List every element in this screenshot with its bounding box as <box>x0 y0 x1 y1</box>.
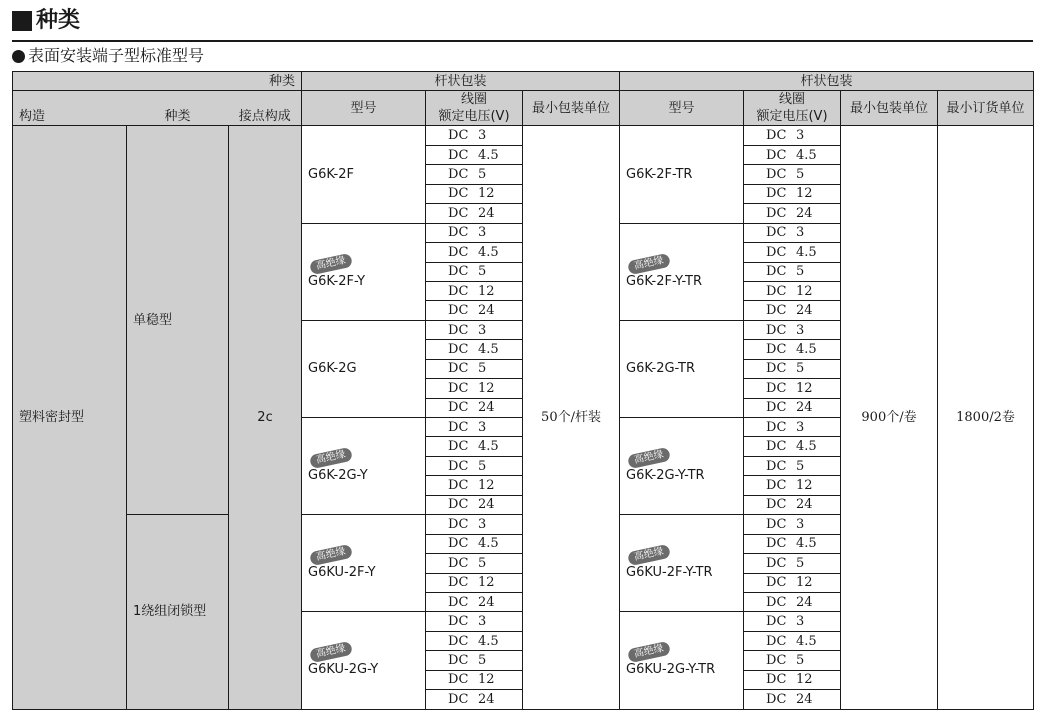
voltage-value: 5 <box>478 458 487 474</box>
voltage-cell <box>426 281 523 300</box>
high-insulation-badge: 高绝缘 <box>309 447 353 469</box>
voltage-cell <box>744 223 841 242</box>
section-title-text: 种类 <box>36 8 81 33</box>
subtitle <box>12 45 204 67</box>
voltage-cell <box>744 631 841 650</box>
model-cell-left <box>302 612 426 709</box>
voltage-value: 12 <box>796 283 813 299</box>
model-cell-right <box>620 320 744 417</box>
voltage-dc: DC <box>448 672 469 688</box>
voltage-cell <box>426 262 523 281</box>
header-minorder: 最小订货单位 <box>938 91 1034 126</box>
model-name: G6K-2F-TR <box>626 167 693 183</box>
voltage-value: 12 <box>796 575 813 591</box>
model-name: G6K-2G-Y <box>308 468 368 484</box>
voltage-dc: DC <box>448 322 469 338</box>
voltage-dc: DC <box>448 555 469 571</box>
voltage-value: 24 <box>796 691 813 707</box>
model-cell-left <box>302 126 426 223</box>
voltage-cell <box>744 204 841 223</box>
voltage-value: 5 <box>796 652 805 668</box>
voltage-dc: DC <box>448 478 469 494</box>
voltage-dc: DC <box>448 167 469 183</box>
model-cell-right <box>620 126 744 223</box>
voltage-dc: DC <box>448 303 469 319</box>
header-coil-left-line1: 线圈 <box>461 92 488 108</box>
voltage-dc: DC <box>448 439 469 455</box>
voltage-value: 3 <box>478 419 487 435</box>
voltage-dc: DC <box>448 536 469 552</box>
voltage-dc: DC <box>766 439 787 455</box>
model-name: G6KU-2F-Y <box>308 565 376 581</box>
voltage-dc: DC <box>766 594 787 610</box>
header-coil-right <box>744 91 841 126</box>
voltage-value: 24 <box>478 303 495 319</box>
voltage-dc: DC <box>766 516 787 532</box>
voltage-cell <box>744 456 841 475</box>
voltage-value: 24 <box>478 497 495 513</box>
voltage-value: 24 <box>796 205 813 221</box>
header-row-1 <box>13 72 1034 91</box>
model-name: G6K-2F <box>308 167 354 183</box>
voltage-dc: DC <box>766 361 787 377</box>
header-minpack-left: 最小包装单位 <box>523 91 620 126</box>
voltage-dc: DC <box>766 478 787 494</box>
model-cell-right <box>620 418 744 515</box>
voltage-value: 12 <box>478 478 495 494</box>
voltage-cell <box>426 573 523 592</box>
voltage-cell <box>744 612 841 631</box>
voltage-dc: DC <box>448 341 469 357</box>
voltage-value: 4.5 <box>478 633 499 649</box>
voltage-cell <box>426 165 523 184</box>
voltage-value: 5 <box>796 264 805 280</box>
reel-min-pack-cell: 900个/卷 <box>841 126 938 709</box>
voltage-cell <box>426 651 523 670</box>
voltage-dc: DC <box>766 341 787 357</box>
voltage-dc: DC <box>766 380 787 396</box>
square-bullet-icon <box>12 11 32 31</box>
voltage-cell <box>744 359 841 378</box>
header-coil-left <box>426 91 523 126</box>
voltage-dc: DC <box>766 303 787 319</box>
voltage-value: 5 <box>796 167 805 183</box>
high-insulation-badge: 高绝缘 <box>309 253 353 275</box>
voltage-cell <box>744 495 841 514</box>
voltage-cell <box>744 592 841 611</box>
voltage-value: 24 <box>796 497 813 513</box>
header-coil-right-line1: 线圈 <box>779 92 806 108</box>
voltage-dc: DC <box>448 205 469 221</box>
voltage-value: 4.5 <box>478 147 499 163</box>
voltage-cell <box>426 184 523 203</box>
voltage-cell <box>426 398 523 417</box>
voltage-cell <box>744 437 841 456</box>
contact-cell: 2c <box>229 126 302 709</box>
stick-min-pack-cell: 50个/杆装 <box>523 126 620 709</box>
voltage-cell <box>744 165 841 184</box>
voltage-dc: DC <box>766 244 787 260</box>
voltage-value: 3 <box>796 614 805 630</box>
voltage-value: 12 <box>796 186 813 202</box>
model-name: G6K-2G <box>308 361 357 377</box>
type-cell: 1绕组闭锁型 <box>127 515 229 709</box>
voltage-cell <box>426 223 523 242</box>
voltage-cell <box>426 612 523 631</box>
voltage-dc: DC <box>766 536 787 552</box>
voltage-cell <box>744 281 841 300</box>
voltage-value: 24 <box>478 400 495 416</box>
voltage-value: 4.5 <box>478 439 499 455</box>
high-insulation-badge: 高绝缘 <box>627 253 671 275</box>
voltage-dc: DC <box>448 225 469 241</box>
voltage-dc: DC <box>766 633 787 649</box>
voltage-dc: DC <box>766 672 787 688</box>
voltage-dc: DC <box>448 147 469 163</box>
model-name: G6KU-2G-Y-TR <box>626 662 716 678</box>
voltage-dc: DC <box>448 419 469 435</box>
header-model-left: 型号 <box>302 91 426 126</box>
voltage-cell <box>426 495 523 514</box>
voltage-cell <box>744 262 841 281</box>
voltage-dc: DC <box>448 283 469 299</box>
voltage-value: 24 <box>796 303 813 319</box>
voltage-cell <box>744 340 841 359</box>
voltage-cell <box>744 243 841 262</box>
voltage-value: 3 <box>478 614 487 630</box>
model-name: G6KU-2G-Y <box>308 662 379 678</box>
voltage-cell <box>426 515 523 534</box>
voltage-cell <box>426 204 523 223</box>
voltage-dc: DC <box>448 186 469 202</box>
voltage-cell <box>426 301 523 320</box>
reel-min-order-cell: 1800/2卷 <box>938 126 1034 709</box>
header-minpack-right: 最小包装单位 <box>841 91 938 126</box>
voltage-dc: DC <box>766 167 787 183</box>
voltage-cell <box>744 515 841 534</box>
voltage-dc: DC <box>766 225 787 241</box>
voltage-value: 4.5 <box>796 633 817 649</box>
model-table <box>12 71 1034 710</box>
model-name: G6K-2G-TR <box>626 361 696 377</box>
voltage-dc: DC <box>448 633 469 649</box>
voltage-cell <box>744 418 841 437</box>
table-body <box>13 126 1034 709</box>
voltage-dc: DC <box>448 516 469 532</box>
voltage-cell <box>744 398 841 417</box>
structure-cell: 塑料密封型 <box>13 126 127 709</box>
voltage-dc: DC <box>448 380 469 396</box>
voltage-value: 4.5 <box>478 244 499 260</box>
voltage-value: 3 <box>478 322 487 338</box>
model-cell-right <box>620 223 744 320</box>
model-cell-left <box>302 515 426 612</box>
voltage-cell <box>426 340 523 359</box>
voltage-cell <box>426 456 523 475</box>
high-insulation-badge: 高绝缘 <box>627 544 671 566</box>
voltage-dc: DC <box>448 361 469 377</box>
voltage-value: 12 <box>478 283 495 299</box>
voltage-dc: DC <box>766 322 787 338</box>
voltage-dc: DC <box>766 283 787 299</box>
high-insulation-badge: 高绝缘 <box>627 447 671 469</box>
voltage-value: 5 <box>478 555 487 571</box>
voltage-cell <box>426 534 523 553</box>
header-stick-group: 杆状包装 <box>302 72 620 91</box>
voltage-dc: DC <box>766 400 787 416</box>
voltage-value: 3 <box>478 128 487 144</box>
voltage-dc: DC <box>448 244 469 260</box>
voltage-value: 12 <box>478 575 495 591</box>
voltage-value: 3 <box>796 225 805 241</box>
title-divider <box>12 40 1033 42</box>
voltage-cell <box>426 359 523 378</box>
voltage-dc: DC <box>448 691 469 707</box>
voltage-dc: DC <box>766 497 787 513</box>
voltage-dc: DC <box>448 614 469 630</box>
voltage-cell <box>744 184 841 203</box>
voltage-cell <box>744 690 841 709</box>
voltage-value: 12 <box>478 380 495 396</box>
voltage-cell <box>426 145 523 164</box>
voltage-dc: DC <box>448 128 469 144</box>
voltage-value: 12 <box>796 672 813 688</box>
section-title <box>12 4 80 38</box>
voltage-dc: DC <box>766 575 787 591</box>
voltage-cell <box>426 379 523 398</box>
voltage-dc: DC <box>766 458 787 474</box>
table-row <box>13 126 1034 145</box>
voltage-dc: DC <box>766 555 787 571</box>
voltage-cell <box>744 573 841 592</box>
voltage-dc: DC <box>448 400 469 416</box>
voltage-value: 24 <box>796 594 813 610</box>
high-insulation-badge: 高绝缘 <box>309 544 353 566</box>
subtitle-text: 表面安装端子型标准型号 <box>28 46 205 65</box>
voltage-cell <box>744 379 841 398</box>
voltage-value: 4.5 <box>796 536 817 552</box>
voltage-value: 5 <box>478 264 487 280</box>
voltage-dc: DC <box>448 497 469 513</box>
voltage-dc: DC <box>448 575 469 591</box>
voltage-value: 5 <box>796 555 805 571</box>
voltage-dc: DC <box>766 128 787 144</box>
voltage-cell <box>744 651 841 670</box>
voltage-cell <box>426 418 523 437</box>
high-insulation-badge: 高绝缘 <box>627 641 671 663</box>
voltage-value: 4.5 <box>796 439 817 455</box>
voltage-cell <box>744 320 841 339</box>
voltage-value: 24 <box>796 400 813 416</box>
voltage-value: 5 <box>478 652 487 668</box>
voltage-dc: DC <box>766 205 787 221</box>
voltage-value: 3 <box>796 322 805 338</box>
model-cell-left <box>302 418 426 515</box>
voltage-dc: DC <box>448 458 469 474</box>
voltage-value: 5 <box>478 167 487 183</box>
voltage-value: 4.5 <box>796 244 817 260</box>
voltage-value: 3 <box>478 516 487 532</box>
voltage-value: 4.5 <box>478 341 499 357</box>
voltage-value: 3 <box>796 516 805 532</box>
voltage-dc: DC <box>766 186 787 202</box>
voltage-dc: DC <box>766 419 787 435</box>
voltage-value: 24 <box>478 691 495 707</box>
header-coil-right-line2: 额定电压(V) <box>756 109 828 125</box>
model-name: G6K-2F-Y <box>308 273 366 289</box>
model-name: G6K-2G-Y-TR <box>626 468 705 484</box>
voltage-dc: DC <box>766 147 787 163</box>
voltage-cell <box>426 690 523 709</box>
voltage-value: 12 <box>478 672 495 688</box>
model-cell-left <box>302 223 426 320</box>
type-cell: 单稳型 <box>127 126 229 515</box>
voltage-cell <box>426 320 523 339</box>
voltage-cell <box>744 126 841 145</box>
model-cell-right <box>620 515 744 612</box>
voltage-value: 3 <box>796 419 805 435</box>
voltage-value: 3 <box>796 128 805 144</box>
voltage-dc: DC <box>448 652 469 668</box>
voltage-cell <box>744 145 841 164</box>
voltage-dc: DC <box>448 594 469 610</box>
voltage-value: 4.5 <box>478 536 499 552</box>
voltage-value: 24 <box>478 205 495 221</box>
voltage-value: 24 <box>478 594 495 610</box>
voltage-cell <box>744 670 841 689</box>
voltage-cell <box>744 534 841 553</box>
voltage-dc: DC <box>766 691 787 707</box>
voltage-cell <box>426 437 523 456</box>
header-contact: 接点构成 <box>229 91 302 126</box>
voltage-value: 5 <box>478 361 487 377</box>
header-type: 种类 <box>127 91 229 126</box>
voltage-value: 4.5 <box>796 341 817 357</box>
voltage-cell <box>426 243 523 262</box>
voltage-dc: DC <box>448 264 469 280</box>
voltage-value: 12 <box>478 186 495 202</box>
voltage-dc: DC <box>766 614 787 630</box>
voltage-cell <box>426 126 523 145</box>
model-cell-right <box>620 612 744 709</box>
model-name: G6K-2F-Y-TR <box>626 273 702 289</box>
voltage-value: 12 <box>796 380 813 396</box>
voltage-cell <box>744 476 841 495</box>
header-structure: 构造 <box>13 91 127 126</box>
voltage-cell <box>426 631 523 650</box>
header-reel-group: 杆状包装 <box>620 72 1034 91</box>
voltage-value: 3 <box>478 225 487 241</box>
header-model-right: 型号 <box>620 91 744 126</box>
model-name: G6KU-2F-Y-TR <box>626 565 713 581</box>
model-cell-left <box>302 320 426 417</box>
voltage-cell <box>426 476 523 495</box>
voltage-dc: DC <box>766 264 787 280</box>
header-kind-corner: 种类 <box>13 72 302 91</box>
header-coil-left-line2: 额定电压(V) <box>438 109 510 125</box>
voltage-cell <box>426 670 523 689</box>
voltage-value: 12 <box>796 478 813 494</box>
voltage-value: 4.5 <box>796 147 817 163</box>
high-insulation-badge: 高绝缘 <box>309 641 353 663</box>
voltage-cell <box>744 554 841 573</box>
voltage-dc: DC <box>766 652 787 668</box>
voltage-value: 5 <box>796 458 805 474</box>
voltage-cell <box>426 592 523 611</box>
voltage-cell <box>426 554 523 573</box>
voltage-value: 5 <box>796 361 805 377</box>
voltage-cell <box>744 301 841 320</box>
circle-bullet-icon <box>12 50 25 63</box>
header-row-2 <box>13 91 1034 126</box>
